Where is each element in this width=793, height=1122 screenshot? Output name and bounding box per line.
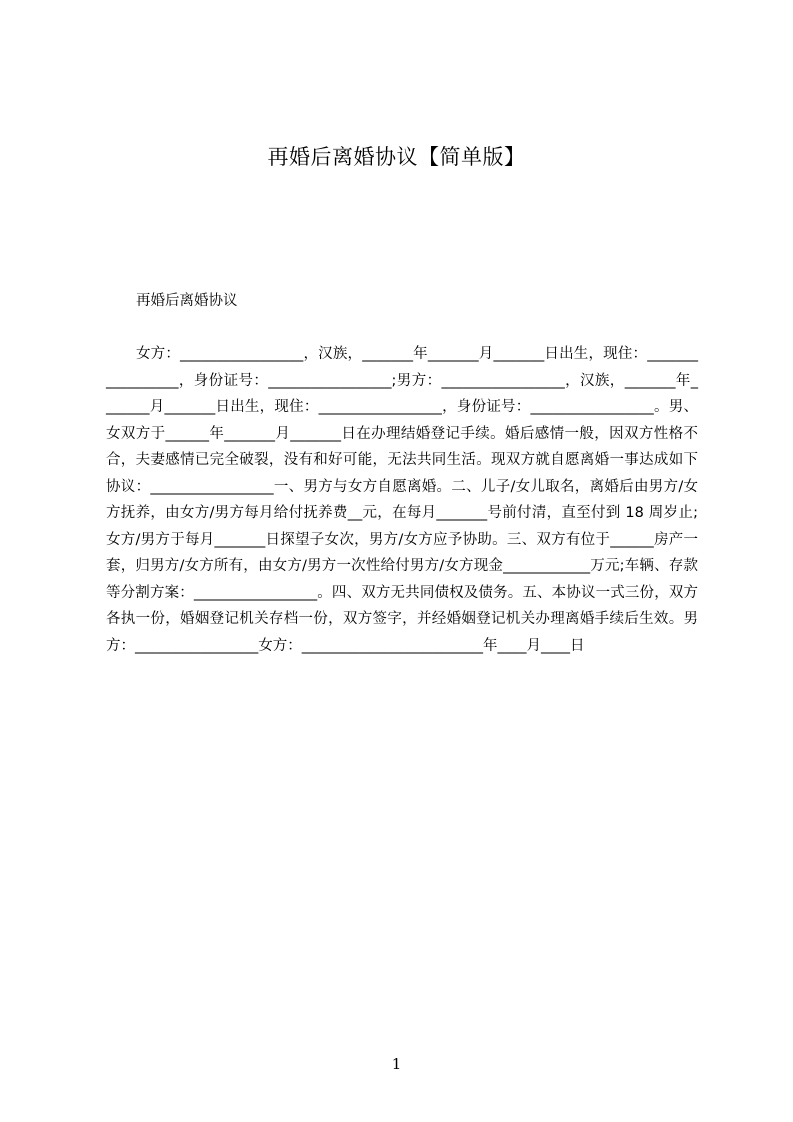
document-title: 再婚后离婚协议【简单版】 [267, 145, 526, 169]
agreement-body: 女方：_________________，汉族，_______年_______月_______日出生，现住：_________________，身份证号：_________________;男方：_________________，汉族，_______年_______月_______日出生，现住：_________________，身份证号：_________________。男、女双方于______年_______月_______日在办理结婚登记手续。婚后感情一般，因双方性格不合，夫妻感情已完全破裂，没有和好可能，无法共同生活。现双方就自愿离婚一事达成如下协议：_________________一、男方与女方自愿离婚。二、儿子/女儿取名，离婚后由男方/女方抚养，由女方/男方每月给付抚养费__元，在每月_______号前付清，直至付到 18 周岁止;女方/男方于每月_______日探望子女次，男方/女方应予协助。三、双方有位于______房产一套，归男方/女方所有，由女方/男方一次性给付男方/女方现金____________万元;车辆、存款等分割方案：_________________。四、双方无共同债权及债务。五、本协议一式三份，双方各执一份，婚姻登记机关存档一份，双方签字，并经婚姻登记机关办理离婚手续后生效。男方：_________________女方：_________________________年____月____日 [106, 346, 698, 654]
page-number: 1 [391, 1055, 402, 1073]
agreement-subheading: 再婚后离婚协议 [136, 293, 238, 309]
